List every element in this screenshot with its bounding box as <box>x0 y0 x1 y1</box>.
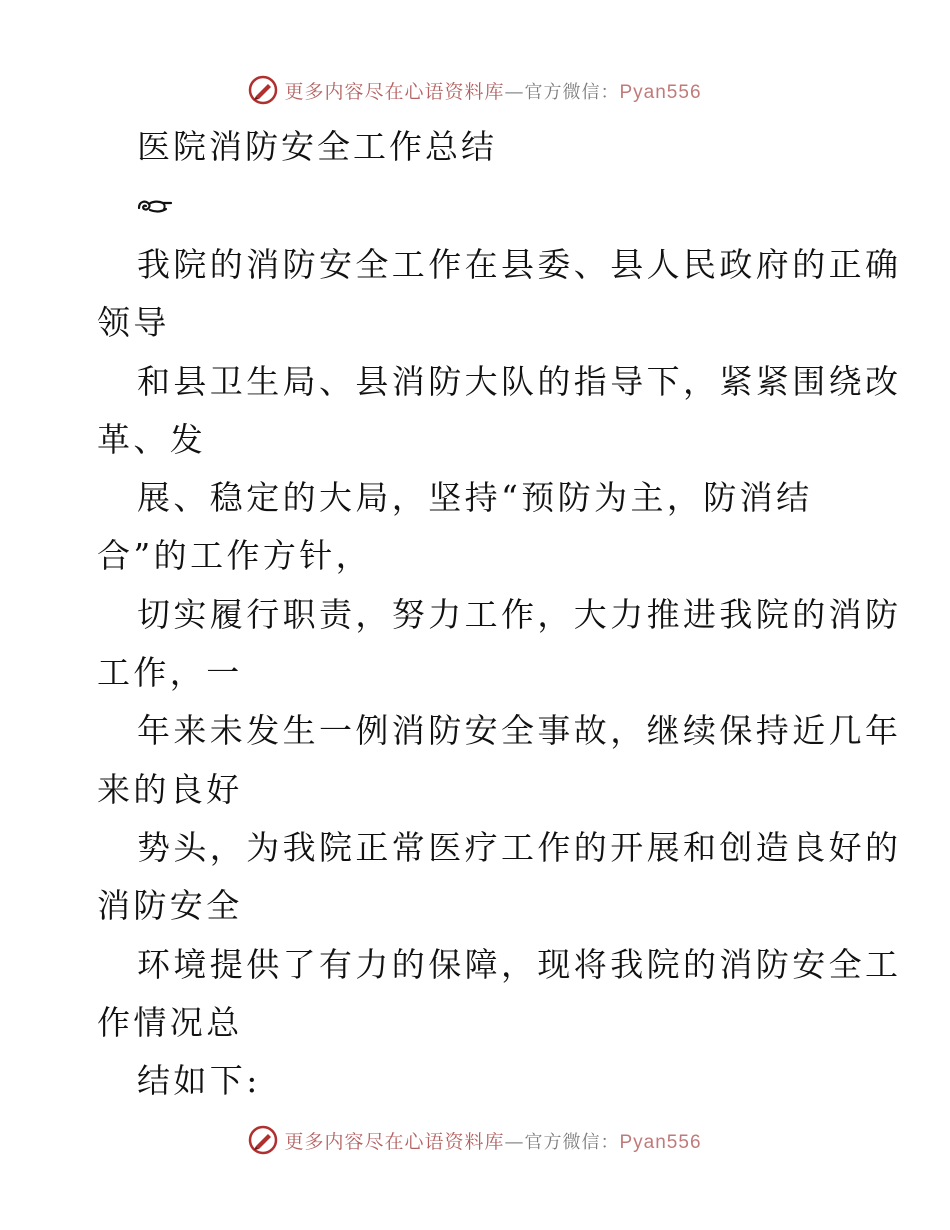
body-line: 展、稳定的大局，坚持“预防为主，防消结 <box>137 478 813 518</box>
body-line: 和县卫生局、县消防大队的指导下，紧紧围绕改 <box>137 361 902 401</box>
watermark-wechat-id: Pyan556 <box>619 81 702 103</box>
footer-watermark <box>0 1120 950 1160</box>
body-line: 消防安全 <box>97 886 243 926</box>
body-line: 合”的工作方针， <box>97 536 373 576</box>
body-line: 工作，一 <box>97 653 243 693</box>
body-line: 革、发 <box>97 419 207 459</box>
document-body <box>97 236 902 1110</box>
hand-pointing-right-icon <box>137 196 173 218</box>
body-line: 来的良好 <box>97 769 243 809</box>
body-line: 领导 <box>97 303 170 343</box>
body-line: 环境提供了有力的保障，现将我院的消防安全工 <box>137 944 902 984</box>
watermark-text <box>284 77 701 104</box>
document-title: 医院消防安全工作总结 <box>137 127 497 166</box>
watermark-main-text: 更多内容尽在心语资料库 <box>284 1130 505 1153</box>
body-line: 切实履行职责，努力工作，大力推进我院的消防 <box>137 594 902 634</box>
watermark-dash: — <box>504 1130 525 1153</box>
watermark-text <box>284 1127 701 1154</box>
pen-logo-icon <box>248 75 278 105</box>
watermark-label: 官方微信： <box>524 81 620 103</box>
body-line: 作情况总 <box>97 1002 243 1042</box>
pen-logo-icon <box>248 1125 278 1155</box>
header-watermark <box>0 70 950 110</box>
watermark-dash: — <box>504 80 525 103</box>
watermark-wechat-id: Pyan556 <box>619 1131 702 1153</box>
watermark-main-text: 更多内容尽在心语资料库 <box>284 80 505 103</box>
body-line: 我院的消防安全工作在县委、县人民政府的正确 <box>137 245 902 284</box>
watermark-label: 官方微信： <box>524 1131 620 1153</box>
body-line: 年来未发生一例消防安全事故，继续保持近几年 <box>137 711 902 751</box>
body-line: 势头，为我院正常医疗工作的开展和创造良好的 <box>137 827 902 867</box>
body-line: 结如下: <box>137 1061 261 1101</box>
